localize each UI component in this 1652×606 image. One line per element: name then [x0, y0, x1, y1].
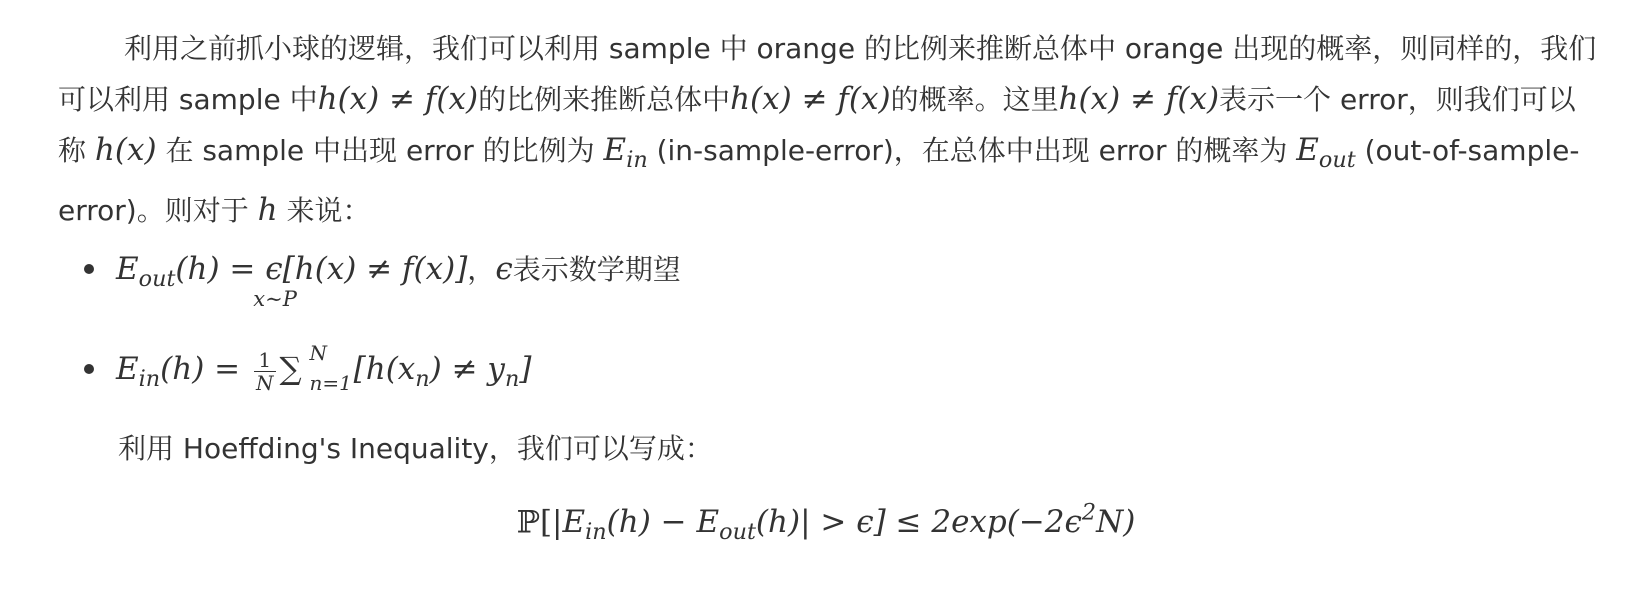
math-h: h: [257, 192, 278, 229]
e-out-def-subscript: out: [138, 266, 176, 293]
e-in-def-subscript: in: [138, 366, 161, 393]
fraction-one-over-n: [254, 349, 276, 394]
e-in-body-mid: ) ≠ y: [429, 351, 505, 387]
e-in-letter: E: [603, 132, 627, 168]
formula-h1: (h) −: [606, 504, 697, 541]
formula-e-out-letter: E: [696, 504, 720, 541]
e-out-def-letter: E: [116, 251, 139, 287]
formula-open: [|: [539, 504, 563, 541]
e-in-lhs: [116, 351, 250, 393]
intro-paragraph: [58, 24, 1598, 236]
formula-e-in: [562, 504, 697, 546]
bullet-dot-icon: [84, 264, 94, 274]
bullet-dot-icon: [84, 364, 94, 374]
math-e-in: [603, 132, 648, 174]
e-out-bracket: [h(x) ≠ f(x)]: [282, 251, 468, 287]
summation-lower: n=1: [309, 371, 352, 395]
summation: [279, 341, 352, 395]
math-h-neq-f-1: h(x) ≠ f(x): [317, 81, 479, 117]
hoeffding-formula: [0, 500, 1652, 545]
e-out-lhs: [116, 251, 266, 293]
fraction-numerator: 1: [254, 349, 276, 372]
expectation-subscript: x∼P: [253, 287, 297, 311]
expectation-operator: [253, 244, 297, 311]
yn-subscript: n: [504, 366, 520, 393]
e-out-letter: E: [1296, 132, 1319, 168]
math-h-of-x: h(x): [94, 132, 157, 168]
intro-text-5: 在 sample 中出现 error 的比例为: [156, 134, 604, 167]
intro-text-8: 来说：: [277, 194, 371, 228]
e-out-def-rest: (h) =: [175, 251, 266, 287]
formula-e-out: [696, 500, 1136, 546]
e-in-definition: [116, 341, 532, 404]
e-out-definition: [116, 244, 681, 311]
formula-tail: N): [1096, 504, 1136, 541]
epsilon-symbol: ϵ: [495, 251, 513, 287]
expectation-symbol: ϵ: [265, 251, 283, 287]
formula-e-in-letter: E: [562, 504, 586, 541]
e-in-body-open: [h(x: [353, 351, 416, 387]
e-in-def-rest: (h) =: [160, 351, 250, 387]
expectation-note: 表示数学期望: [512, 253, 681, 286]
fraction-denominator: N: [256, 370, 274, 395]
e-in-body: [353, 351, 532, 393]
hoeffding-intro: 利用 Hoeffding's Inequality，我们可以写成：: [118, 432, 713, 465]
intro-text-1: 利用之前抓小球的逻辑，我们可以利用 sample 中 orange 的比例来推断总体中 orange 出现的概率，则同样的，我们可以利用 sample 中: [58, 32, 1597, 116]
e-in-body-close: ]: [519, 351, 532, 387]
xn-subscript: n: [415, 366, 430, 393]
intro-text-4: 表示一个 error，则我们可以称: [58, 83, 1576, 167]
summation-symbol: ∑: [279, 351, 302, 387]
math-h-neq-f-2: h(x) ≠ f(x): [730, 81, 891, 117]
intro-text-6: (in-sample-error)，在总体中出现 error 的概率为: [647, 134, 1297, 167]
formula-e-out-subscript: out: [719, 519, 756, 546]
math-h-neq-f-3: h(x) ≠ f(x): [1058, 81, 1220, 117]
intro-text-3: 的概率。这里: [890, 83, 1059, 116]
summation-upper: N: [309, 341, 327, 365]
formula-e-in-subscript: in: [585, 519, 607, 546]
formula-exponent: 2: [1081, 500, 1097, 526]
e-in-subscript: in: [626, 147, 648, 174]
math-e-out: [1296, 132, 1356, 174]
e-in-def-letter: E: [116, 351, 139, 387]
e-out-subscript: out: [1318, 147, 1356, 174]
formula-h2: (h)| > ϵ] ≤ 2exp(−2ϵ: [755, 504, 1082, 541]
intro-text-2: 的比例来推断总体中: [478, 83, 731, 116]
intro-text-7: (out-of-sample-error)。则对于: [58, 134, 1580, 228]
e-out-comma: ，: [467, 253, 496, 286]
probability-symbol: ℙ: [516, 504, 540, 541]
